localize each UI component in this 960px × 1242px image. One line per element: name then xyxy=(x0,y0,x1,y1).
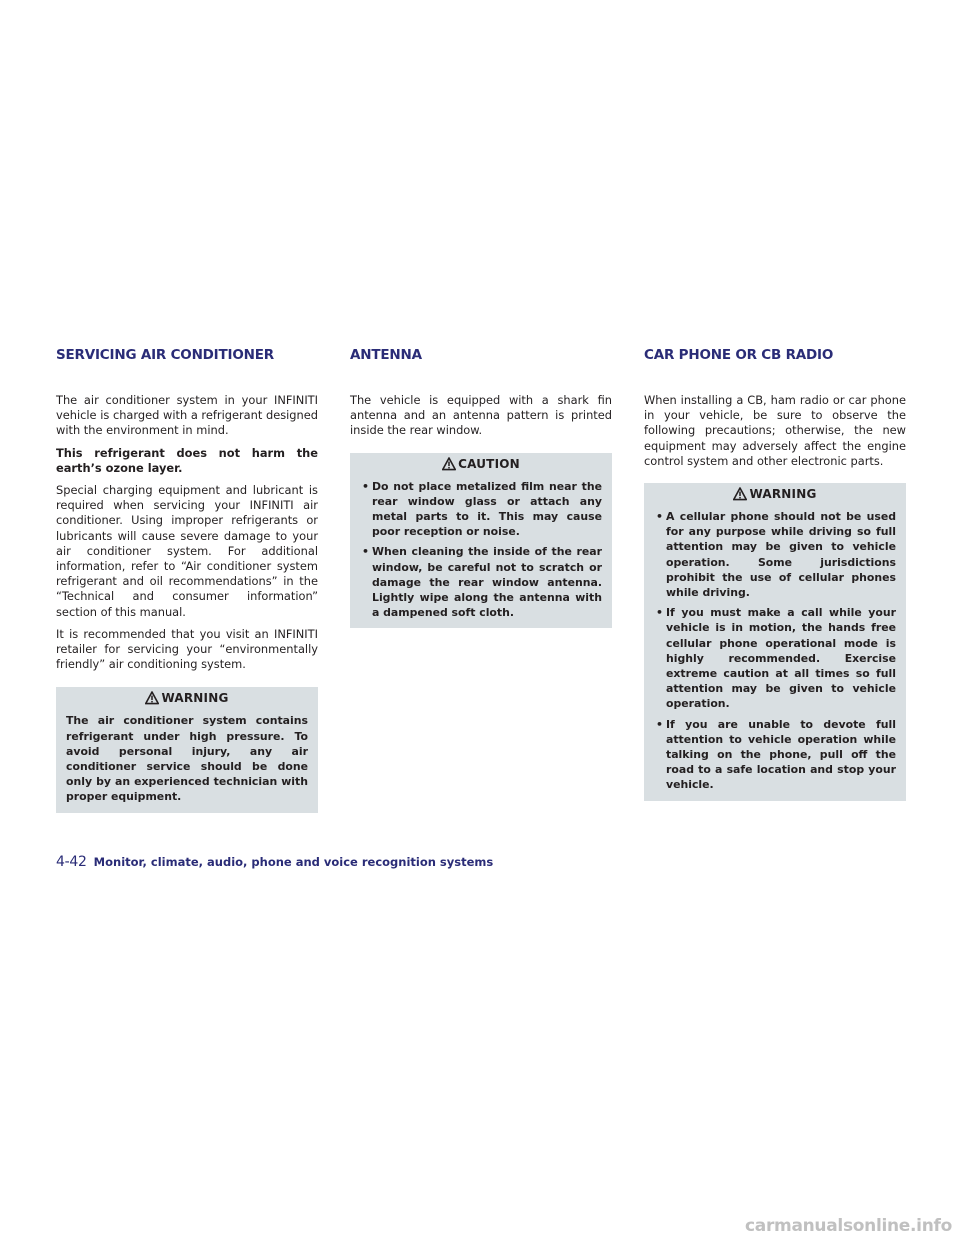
paragraph: The air conditioner system in your INFINITI vehicle is charged with a refrigerant designed with the environment in mind. xyxy=(56,393,318,438)
paragraph: Special charging equipment and lubricant is required when servicing your INFINITI air conditioner. Using improper refrigerants or lubricants will cause severe damage to your air conditioner system. For additional information, refer to “Air conditioner system refrigerant and oil recommendations” in the “Technical and consumer information” section of this manual. xyxy=(56,483,318,619)
list-item-text: A cellular phone should not be used for any purpose while driving so full attention may be given to vehicle operation. Some jurisdictions prohibit the use of cellular phones while driving. xyxy=(666,510,896,600)
warning-triangle-icon xyxy=(733,487,747,501)
callout-header xyxy=(654,483,896,505)
section-title-servicing: SERVICING AIR CONDITIONER xyxy=(56,347,274,363)
callout-label: WARNING xyxy=(749,487,817,502)
watermark: carmanualsonline.info xyxy=(745,1216,952,1236)
callout-label: CAUTION xyxy=(458,456,520,471)
page-footer xyxy=(56,851,493,870)
callout-text: The air conditioner system contains refrigerant under high pressure. To avoid personal injury, any air conditioner service should be done only by an experienced technician with proper equipment. xyxy=(66,714,308,804)
bullet: • xyxy=(656,717,663,731)
list-item xyxy=(360,544,602,620)
paragraph-bold: This refrigerant does not harm the earth’s ozone layer. xyxy=(56,445,318,475)
warning-triangle-icon xyxy=(442,457,456,471)
list-item xyxy=(360,479,602,540)
list-item-text: If you must make a call while your vehicle is in motion, the hands free cellular phone operational mode is highly recommended. Exercise extreme caution at all times so full attention may be given to vehicle operation. xyxy=(666,606,896,711)
paragraph: The vehicle is equipped with a shark fin antenna and an antenna pattern is printed inside the rear window. xyxy=(350,393,612,438)
list-item-text: If you are unable to devote full attention to vehicle operation while talking on the phone, pull off the road to a safe location and stop your vehicle. xyxy=(666,717,896,792)
chapter-title: Monitor, climate, audio, phone and voice recognition systems xyxy=(93,855,494,869)
warning-callout xyxy=(644,483,906,801)
list-item xyxy=(654,509,896,600)
callout-label: WARNING xyxy=(161,691,229,706)
callout-header xyxy=(66,687,308,709)
bullet: • xyxy=(362,545,369,559)
section-servicing-air-conditioner xyxy=(56,347,318,813)
list-item xyxy=(654,717,896,793)
callout-header xyxy=(360,453,602,475)
section-title-antenna: ANTENNA xyxy=(350,347,422,363)
paragraph: It is recommended that you visit an INFINITI retailer for servicing your “environmentally friendly” air conditioning system. xyxy=(56,626,318,672)
caution-list xyxy=(360,475,602,621)
list-item-text: When cleaning the inside of the rear window, be careful not to scratch or damage the rear window antenna. Lightly wipe along the antenna with a dampened soft cloth. xyxy=(372,545,602,620)
paragraph: When installing a CB, ham radio or car phone in your vehicle, be sure to observe the following precautions; otherwise, the new equipment may adversely affect the engine control system and other electronic parts. xyxy=(644,393,906,468)
caution-callout xyxy=(350,453,612,629)
warning-list xyxy=(654,505,896,793)
list-item-text: Do not place metalized film near the rear window glass or attach any metal parts to it. This may cause poor reception or noise. xyxy=(372,479,602,539)
section-antenna xyxy=(350,347,612,628)
bullet: • xyxy=(656,510,663,524)
bullet: • xyxy=(656,606,663,620)
warning-triangle-icon xyxy=(145,691,159,705)
section-car-phone-cb-radio xyxy=(644,347,906,801)
bullet: • xyxy=(362,479,369,493)
section-title-car-phone: CAR PHONE OR CB RADIO xyxy=(644,347,834,363)
list-item xyxy=(654,605,896,711)
warning-callout xyxy=(56,687,318,812)
page-number: 4-42 xyxy=(56,854,87,870)
